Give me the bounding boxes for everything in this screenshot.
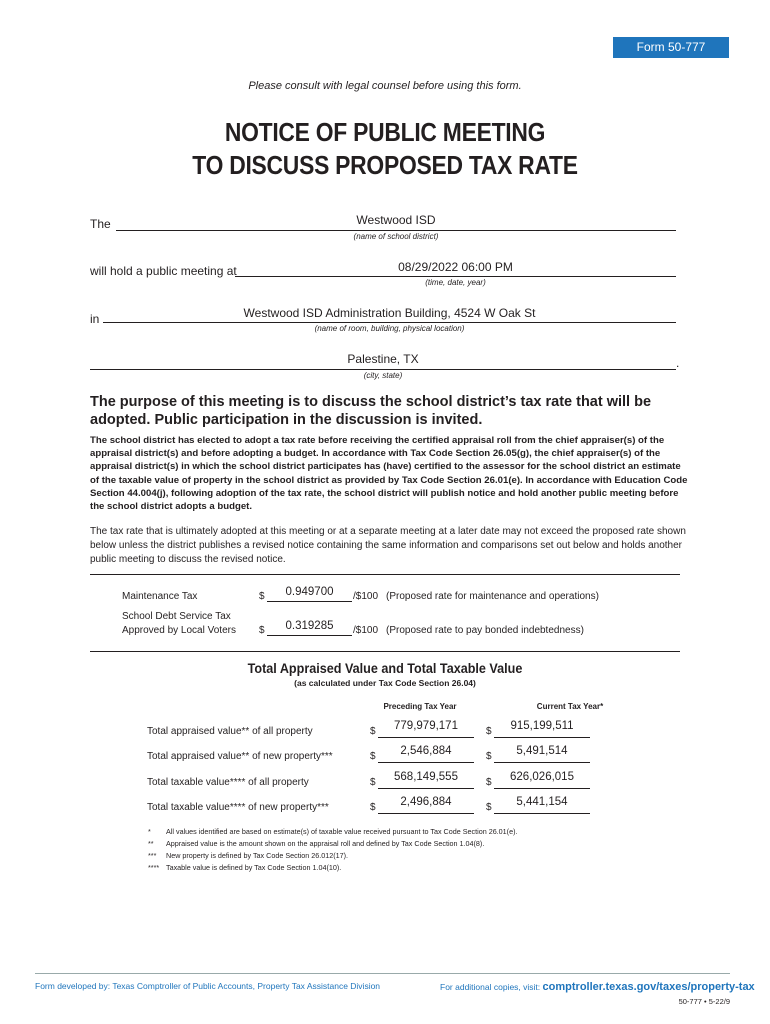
note-mark: * — [148, 827, 151, 836]
value-underline — [378, 813, 474, 814]
value-underline — [494, 813, 590, 814]
col-current-year: Current Tax Year* — [536, 702, 604, 711]
debt-label-line1: School Debt Service Tax — [122, 611, 231, 622]
value-underline — [378, 762, 474, 763]
district-caption: (name of school district) — [353, 232, 439, 241]
maintenance-desc: (Proposed rate for maintenance and operations) — [386, 591, 599, 602]
current-value-field[interactable]: 5,491,514 — [516, 745, 568, 757]
preceding-value-field[interactable]: 2,546,884 — [400, 745, 452, 757]
value-row-label: Total appraised value** of all property — [147, 726, 313, 737]
value-underline — [378, 788, 474, 789]
adoption-paragraph: The school district has elected to adopt a tax rate before receiving the certified appraisal roll from the chief appraiser(s) of the appraisal district(s) and before adopting a budget. In accordance with Tax Code Section 26.05(g), the chief appraiser(s) of the appraisal district(s) in which the school district participates has (have) certified to the assessor for the school district an estimate of the taxable value of property in the school district as provided by Tax Code Section 26.01(e). In accordance with Education Code Section 44.004(j), following adoption of the tax rate, the school district will publish notice and hold another public meeting before the school district adopts a budget. — [90, 435, 688, 513]
maintenance-unit: /$100 — [353, 591, 379, 602]
maintenance-label: Maintenance Tax — [122, 591, 198, 602]
note-text: New property is defined by Tax Code Section 26.012(17). — [166, 851, 349, 860]
district-underline — [116, 230, 676, 231]
value-row-dollar: $ — [370, 751, 376, 762]
value-row-dollar: $ — [370, 802, 376, 813]
debt-unit: /$100 — [353, 625, 379, 636]
value-row-dollar: $ — [486, 726, 492, 737]
purpose-statement: The purpose of this meeting is to discuss the school district’s tax rate that will be adopted. Public participation in the discussion is invited. — [90, 394, 652, 428]
city-caption: (city, state) — [363, 371, 403, 380]
note-mark: *** — [148, 851, 157, 860]
divider-bottom — [90, 651, 680, 652]
meeting-caption: (time, date, year) — [425, 278, 486, 287]
value-row-dollar: $ — [486, 751, 492, 762]
value-row-dollar: $ — [370, 777, 376, 788]
maintenance-rate-field[interactable]: 0.949700 — [285, 586, 334, 598]
footer-developer: Form developed by: Texas Comptroller of Public Accounts, Property Tax Assistance Division — [35, 981, 381, 991]
value-row-label: Total appraised value** of new property*** — [147, 751, 333, 762]
form-code: 50-777 • 5-22/9 — [678, 997, 730, 1006]
value-row-label: Total taxable value**** of new property*** — [147, 802, 329, 813]
debt-rate-field[interactable]: 0.319285 — [285, 620, 334, 632]
form-number-badge: Form 50-777 — [613, 37, 729, 58]
value-underline — [494, 788, 590, 789]
note-mark: ** — [148, 839, 154, 848]
footer-copies-prefix: For additional copies, visit: — [440, 982, 541, 992]
city-period: . — [676, 356, 680, 370]
legal-counsel-note: Please consult with legal counsel before using this form. — [248, 80, 522, 92]
location-prefix: in — [90, 312, 100, 326]
district-name-field[interactable]: Westwood ISD — [356, 213, 436, 227]
district-prefix: The — [90, 217, 111, 231]
rate-limit-paragraph: The tax rate that is ultimately adopted at this meeting or at a separate meeting at a later date may not exceed the proposed rate shown below unless the district publishes a revised notice containing the same information and comparisons set out below and holds another public meeting to discuss the revised notice. — [90, 526, 686, 565]
divider-top — [90, 574, 680, 575]
value-underline — [378, 737, 474, 738]
title-line-1: NOTICE OF PUBLIC MEETING — [224, 117, 546, 147]
preceding-value-field[interactable]: 568,149,555 — [394, 771, 458, 783]
value-row-dollar: $ — [370, 726, 376, 737]
current-value-field[interactable]: 5,441,154 — [516, 796, 568, 808]
debt-desc: (Proposed rate to pay bonded indebtedness) — [386, 625, 584, 636]
note-text: All values identified are based on estimate(s) of taxable value received pursuant to Tax Code Section 26.01(e). — [166, 827, 518, 836]
location-field[interactable]: Westwood ISD Administration Building, 4524 W Oak St — [243, 306, 536, 320]
maintenance-underline — [267, 601, 352, 602]
page-title — [46, 116, 724, 182]
value-underline — [494, 737, 590, 738]
note-mark: **** — [148, 863, 160, 872]
meeting-underline — [235, 276, 676, 277]
footer-divider — [35, 973, 730, 974]
value-row-label: Total taxable value**** of all property — [147, 777, 309, 788]
current-value-field[interactable]: 626,026,015 — [510, 771, 574, 783]
value-underline — [494, 762, 590, 763]
city-underline — [90, 369, 676, 370]
values-title: Total Appraised Value and Total Taxable Value — [247, 660, 523, 676]
city-state-field[interactable]: Palestine, TX — [347, 352, 419, 366]
debt-label-line2: Approved by Local Voters — [122, 625, 236, 636]
note-text: Appraised value is the amount shown on the appraisal roll and defined by Tax Code Section 1.04(8). — [166, 839, 485, 848]
maintenance-dollar: $ — [259, 591, 265, 602]
current-value-field[interactable]: 915,199,511 — [510, 720, 574, 732]
note-text: Taxable value is defined by Tax Code Section 1.04(10). — [166, 863, 342, 872]
values-subtitle: (as calculated under Tax Code Section 26.04) — [294, 678, 476, 688]
meeting-datetime-field[interactable]: 08/29/2022 06:00 PM — [398, 260, 513, 274]
location-caption: (name of room, building, physical location) — [314, 324, 465, 333]
preceding-value-field[interactable]: 2,496,884 — [400, 796, 452, 808]
debt-dollar: $ — [259, 625, 265, 636]
preceding-value-field[interactable]: 779,979,171 — [394, 720, 458, 732]
col-preceding-year: Preceding Tax Year — [383, 702, 457, 711]
location-underline — [103, 322, 676, 323]
footer-copies — [440, 981, 755, 993]
debt-underline — [267, 635, 352, 636]
footer-copies-link[interactable]: comptroller.texas.gov/taxes/property-tax — [542, 981, 755, 993]
meeting-prefix: will hold a public meeting at — [90, 264, 237, 278]
value-row-dollar: $ — [486, 777, 492, 788]
value-row-dollar: $ — [486, 802, 492, 813]
title-line-2: TO DISCUSS PROPOSED TAX RATE — [192, 150, 578, 180]
